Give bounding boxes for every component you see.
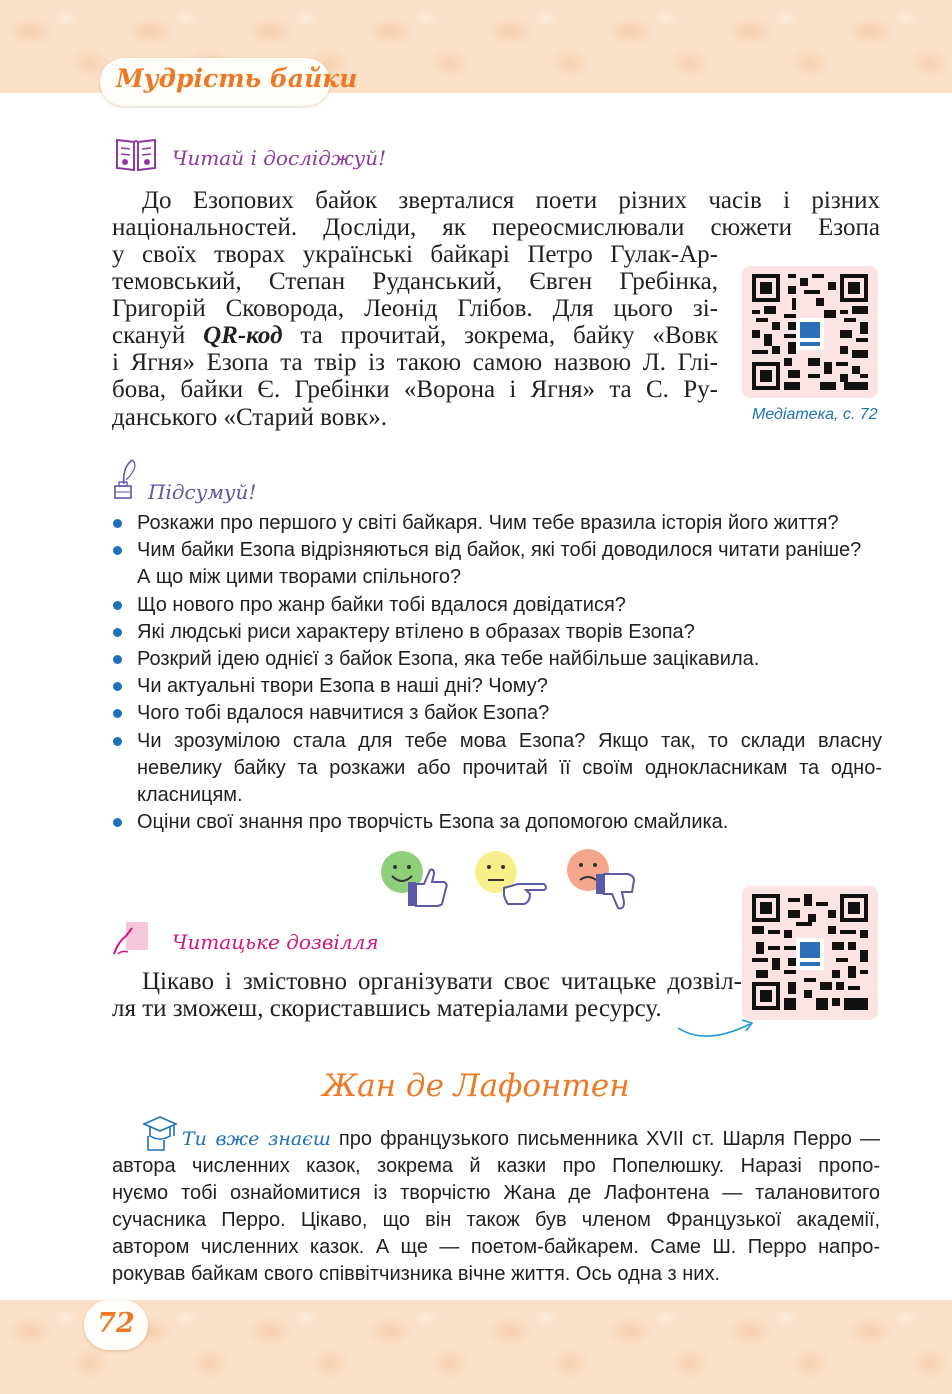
text-segment: скануй [112,322,204,350]
text-line: данського «Старий вовк». [112,403,387,431]
text-segment: про французького письменника XVII ст. Шарля Перро — [330,1128,880,1150]
list-item-text: Чого тобі вдалося навчитися з байок Езопа? [137,702,550,725]
inkwell-quill-icon [110,458,146,507]
bullet-dot [113,709,122,718]
text-line: Григорій Сковорода, Леонід Глібов. Для цього зі- [112,295,718,323]
list-item-text: Які людські риси характеру втілено в образах творів Езопа? [137,620,695,643]
bullet-dot [113,519,122,528]
sad-smiley-thumbs-down-icon[interactable] [566,848,642,917]
bullet-dot [113,682,122,691]
text-line [112,322,718,349]
text-line: ля ти зможеш, скориставшись матеріалами ресурсу. [112,995,662,1023]
bullet-dot [113,601,122,610]
bullet-dot [113,546,122,555]
list-item-text: Чим байки Езопа відрізняються від байок, які тобі доводилося читати раніше? [137,539,862,562]
bullet-dot [113,655,122,664]
list-item [112,700,882,727]
text-line: автором численних казок. А ще — поетом-байкарем. Саме Ш. Перро напро- [112,1236,880,1259]
page-number: 72 [97,1308,135,1339]
neutral-smiley-pointing-icon[interactable] [474,850,550,913]
bullet-dot [113,628,122,637]
chapter-title: Мудрість байки [116,64,358,93]
text-line [146,1126,880,1153]
book-icon [114,136,158,179]
happy-smiley-thumbs-up-icon[interactable] [380,848,452,915]
list-item-text: Чи зрозумілою стала для тебе мова Езопа? Якщо так, то склади власну [137,729,882,752]
read-section-title: Читай і досліджуй! [172,146,387,170]
list-item-text: класницям. [137,784,243,807]
list-item-text: Що нового про жанр байки тобі вдалося довідатися? [137,593,626,616]
text-line: рокував байкам свого співвітчизника вічне життя. Ось одна з них. [112,1263,721,1286]
text-line: Цікаво і змістовно організувати своє читацьке дозвіл- [142,968,742,995]
qr-card[interactable] [742,266,878,398]
qr-code-emphasis: QR-код [203,322,283,350]
list-item [112,510,882,537]
list-item-text: Розкрий ідею однієї з байок Езопа, яка тебе найбільше зацікавила. [137,648,760,671]
list-item-text: Розкажи про першого у світі байкаря. Чим тебе вразила історія його життя? [137,512,839,534]
leisure-section-title: Читацьке дозвілля [172,930,379,954]
text-line: і Ягня» Езопа та твір із такою самою назвою Л. Глі- [112,349,718,377]
qr-card[interactable] [742,886,878,1020]
list-item [112,673,882,700]
text-line: темовський, Степан Руданський, Євген Гребінка, [112,268,718,296]
qr-code-icon[interactable] [752,274,868,395]
list-item-text: Оціни свої знання про творчість Езопа за допомогою смайлика. [137,811,729,834]
text-line: автора численних казок, зокрема й казки про Попелюшку. Наразі пропо- [112,1155,880,1178]
qr-caption: Медіатека, с. 72 [752,406,878,423]
list-item [112,728,882,810]
bullet-dot [113,818,122,827]
list-item-text: невелику байку та розкажи або прочитай її своїм однокласникам та одно- [137,756,882,779]
arrow-to-qr-icon [676,1010,760,1049]
summary-section-title: Підсумуй! [148,480,257,504]
reading-pen-icon [112,920,152,961]
list-item [112,619,882,646]
text-line: бова, байки Є. Гребінки «Ворона і Ягня» та С. Ру- [112,376,718,404]
list-item [112,646,882,673]
list-item-text: Чи актуальні твори Езопа в наші дні? Чому? [137,675,548,698]
text-line: сучасника Перро. Цікаво, що він також був членом Французької академії, [112,1209,880,1232]
text-line: у своїх творах українські байкарі Петро Гулак-Ар- [112,241,718,268]
list-item [112,809,882,836]
lafontaine-paragraph [112,1126,880,1289]
text-line: До Езопових байок зверталися поети різних часів і різних [142,187,880,214]
lead-phrase: Ти вже знаєш [182,1128,331,1150]
read-paragraph-body [112,241,718,431]
list-item [112,592,882,619]
leisure-paragraph [112,968,742,1022]
text-line: національностей. Досліди, як переосмислювали сюжети Езопа [112,214,880,242]
text-segment: та прочитай, зокрема, байку «Вовк [282,322,719,350]
section-heading: Жан де Лафонтен [322,1068,630,1104]
qr-code-icon[interactable] [752,894,868,1015]
text-line: нуємо тобі ознайомитися із творчістю Жана де Лафонтена — талановитого [112,1182,880,1205]
summary-bullet-list [112,510,882,836]
list-item [112,537,882,591]
list-item-text: А що між цими творами спільного? [137,566,462,589]
bullet-dot [113,737,122,746]
read-paragraph-top [112,187,880,241]
